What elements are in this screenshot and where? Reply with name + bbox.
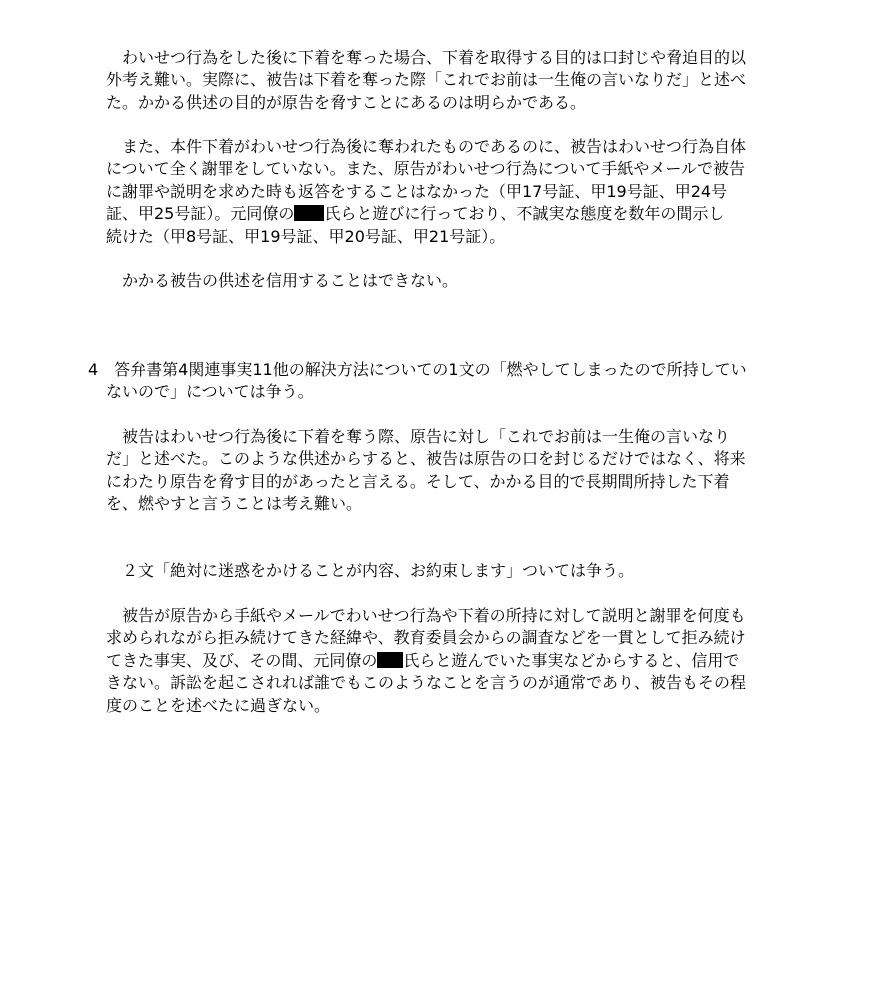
- text-line: [106, 203, 782, 225]
- paragraph-underwear-motive: [106, 47, 782, 114]
- text-line: 外考え難い。実際に、被告は下着を奪った際「これでお前は一生俺の言いなりだ」と述べ: [106, 70, 747, 90]
- section-heading-line: ないので」については争う。: [106, 382, 314, 402]
- text-line: 続けた（甲8号証、甲19号証、甲20号証、甲21号証）。: [106, 226, 506, 246]
- paragraph-sentence-2-dispute: [106, 560, 782, 582]
- paragraph-threat-purpose: [106, 426, 782, 516]
- text-line: 被告はわいせつ行為後に下着を奪う際、原告に対し「これでお前は一生俺の言いなり: [106, 427, 731, 446]
- text-line: を、燃やすと言うことは考え難い。: [106, 494, 363, 514]
- text-line: ２文「絶対に迷惑をかけることが内容、お約束します」ついては争う。: [106, 561, 635, 580]
- text-line: 被告が原告から手紙やメールでわいせつ行為や下着の所持に対して説明と謝罪を何度も: [106, 606, 746, 625]
- text-line: 求められながら拒み続けてきた経緯や、教育委員会からの調査などを一貫として拒み続け: [106, 628, 746, 648]
- section-heading-line: 4 答弁書第4関連事実11他の解決方法についての1文の「燃やしてしまったので所持してい: [88, 360, 747, 379]
- text-line: た。かかる供述の目的が原告を脅すことにあるのは明らかである。: [106, 92, 587, 112]
- redaction-block: [377, 652, 403, 668]
- text-line: だ」と述べた。このような供述からすると、被告は原告の口を封じるだけではなく、将来: [106, 449, 746, 469]
- text-line: また、本件下着がわいせつ行為後に奪われたものであるのに、被告はわいせつ行為自体: [106, 137, 747, 156]
- text-segment: てきた事実、及び、その間、元同僚の: [106, 650, 378, 670]
- text-line: わいせつ行為をした後に下着を奪った場合、下着を取得する目的は口封じや脅迫目的以: [106, 48, 747, 67]
- text-segment: 氏らと遊んでいた事実などからすると、信用で: [403, 650, 740, 670]
- text-line: かかる被告の供述を信用することはできない。: [106, 271, 459, 290]
- text-line: について全く謝罪をしていない。また、原告がわいせつ行為について手紙やメールで被告: [106, 159, 746, 179]
- text-line: に謝罪や説明を求めた時も返答をすることはなかった（甲17号証、甲19号証、甲24号: [106, 181, 728, 201]
- section-4-heading: [88, 359, 747, 404]
- redaction-block: [294, 205, 324, 221]
- paragraph-no-apology: [106, 136, 782, 248]
- text-line: 度のことを述べたに過ぎない。: [106, 695, 331, 715]
- text-segment: 氏らと遊びに行っており、不誠実な態度を数年の間示し: [324, 204, 725, 224]
- text-segment: 証、甲25号証）。元同僚の: [106, 204, 295, 224]
- paragraph-refusal-history: [106, 605, 782, 717]
- text-line: [106, 650, 782, 672]
- paragraph-not-credible: [106, 270, 782, 292]
- text-line: にわたり原告を脅す目的があったと言える。そして、かかる目的で長期間所持した下着: [106, 471, 730, 491]
- text-line: きない。訴訟を起こされれば誰でもこのようなことを言うのが通常であり、被告もその程: [106, 673, 747, 693]
